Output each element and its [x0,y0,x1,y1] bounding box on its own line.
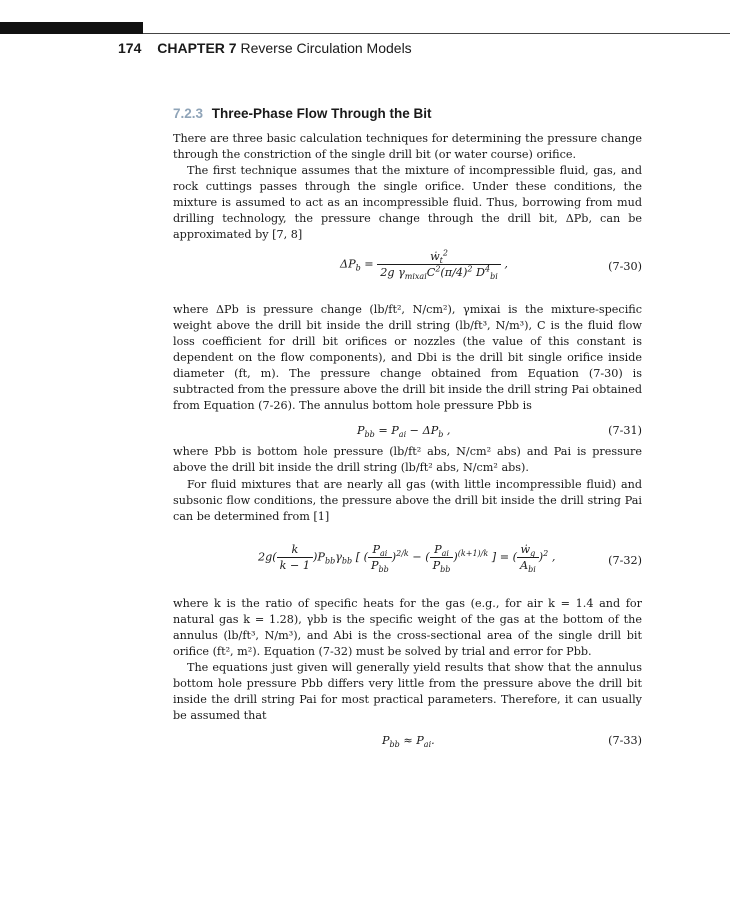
equation-7-31: $P_{bb} = P_{ai} - \Delta P_b$ , [357,424,451,440]
equation-number-7-30: (7-30) [608,260,642,273]
equation-7-33: $P_{bb} \approx P_{ai}$. [382,734,435,750]
paragraph-4: where Pbb is bottom hole pressure (lb/ft² abs, N/cm² abs) and Pai is pressure above the drill bit inside the drill string (lb/ft² abs, N/cm² abs). [173,445,642,474]
running-header [118,40,412,56]
header-bar [0,22,143,34]
equation-7-30: $\Delta P_b$ = $\frac{ẇ_t^2}{2g \gamma_{mixai}C^2(\pi/4)^2 D^4_{bi}}$ , [340,248,508,282]
paragraph-2: The first technique assumes that the mixture of incompressible fluid, gas, and rock cuttings passes through the single orifice. Under these conditions, the mixture is assumed to act as an incompressible fluid. Thus, borrowing from mud drilling technology, the pressure change through the drill bit, ΔPb, can be approximated by [7, 8] [173,164,642,241]
paragraph-7: The equations just given will generally yield results that show that the annulus bottom hole pressure Pbb differs very little from the pressure above the drill bit inside the drill string Pai for most practical parameters. Therefore, it can usually be assumed that [173,661,642,722]
equation-number-7-31: (7-31) [608,424,642,437]
paragraph-6: where k is the ratio of specific heats for the gas (e.g., for air k = 1.4 and for natural gas k = 1.28), γbb is the specific weight of the gas at the bottom of the annulus (lb/ft³, N/m³), and Abi is the cross-sectional area of the single drill bit orifice (ft², m²). Equation (7-32) must be solved by trial and error for Pbb. [173,597,642,658]
equation-7-32: 2g( $\frac{k}{k - 1}$ )$P_{bb}\gamma_{bb}$ [ ( $\frac{P_{ai}}{P_{bb}}$ )$^{2/k}$ − ( $\frac{P_{ai}}{P_{bb}}$ )$^{(k+1)/k}$ ] = ( $\frac{ẇ_g}{A_{bi}}$ )$^2$ , [258,543,556,575]
chapter-title: Reverse Circulation Models [240,40,412,56]
equation-number-7-32: (7-32) [608,554,642,567]
paragraph-1: There are three basic calculation techniques for determining the pressure change through the constriction of the single drill bit (or water course) orifice. [173,132,642,161]
section-title: Three-Phase Flow Through the Bit [211,106,432,121]
page-number: 174 [118,40,142,56]
header-rule [143,33,730,34]
equation-number-7-33: (7-33) [608,734,642,747]
section-heading [173,106,432,121]
chapter-label: CHAPTER 7 [157,40,237,56]
section-number: 7.2.3 [173,106,204,121]
paragraph-3: where ΔPb is pressure change (lb/ft², N/cm²), γmixai is the mixture-specific weight above the drill bit inside the drill string (lb/ft³, N/m³), C is the fluid flow loss coefficient for drill bit orifices or nozzles (the value of this constant is dependent on the flow components), and Dbi is the drill bit single orifice inside diameter (ft, m). The pressure change obtained from Equation (7-30) is subtracted from the pressure above the drill bit inside the drill string Pai obtained from Equation (7-26). The annulus bottom hole pressure Pbb is [173,303,642,412]
paragraph-5: For fluid mixtures that are nearly all gas (with little incompressible fluid) and subsonic flow conditions, the pressure above the drill bit inside the drill string Pai can be determined from [1] [173,478,642,523]
